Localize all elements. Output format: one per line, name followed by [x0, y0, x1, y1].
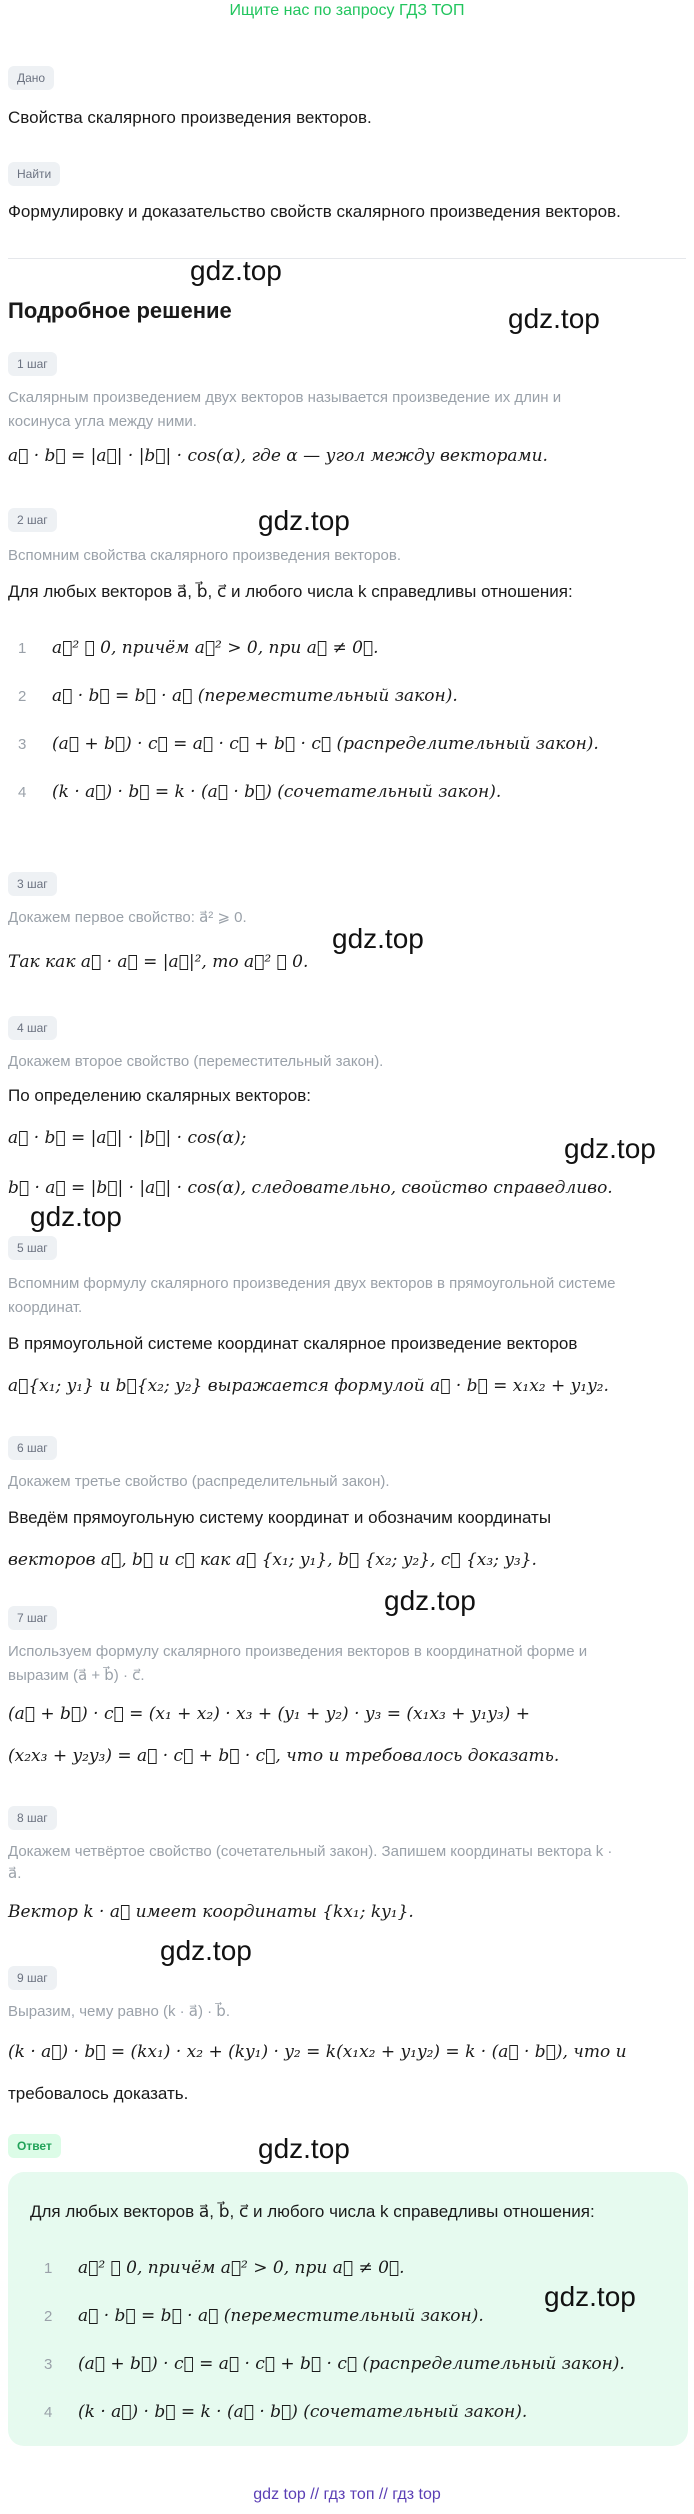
step-2-item-1: 1 a⃗² ⩾ 0, причём a⃗² > 0, при a⃗ ≠ 0⃗.: [18, 638, 379, 658]
watermark: gdz.top: [30, 1201, 122, 1232]
watermark: gdz.top: [160, 1935, 252, 1966]
step-2-chip: 2 шаг: [8, 508, 57, 532]
footer-links: gdz top // гдз топ // гдз top: [253, 2486, 441, 2503]
answer-item-2: 2 a⃗ · b⃗ = b⃗ · a⃗ (переместительный закон).: [44, 2306, 484, 2326]
step-2-item-2: 2 a⃗ · b⃗ = b⃗ · a⃗ (переместительный закон).: [18, 686, 458, 706]
step-4-line-1: Докажем второе свойство (переместительный закон).: [8, 1053, 384, 1070]
step-5-line-3: В прямоугольной системе координат скалярное произведение векторов: [8, 1334, 578, 1353]
step-9-line-1: Выразим, чему равно (k · a⃗) · b⃗.: [8, 2003, 230, 2020]
step-5-line-2: координат.: [8, 1299, 83, 1316]
step-1-chip: 1 шаг: [8, 352, 57, 376]
answer-chip: Ответ: [8, 2134, 61, 2158]
step-1-line-1: Скалярным произведением двух векторов называется произведение их длин и: [8, 389, 562, 406]
step-3-line-1: Докажем первое свойство: a⃗² ⩾ 0.: [8, 909, 247, 926]
step-7-chip: 7 шаг: [8, 1606, 57, 1630]
top-banner: Ищите нас по запросу ГДЗ ТОП: [229, 2, 465, 19]
step-9-line-2: (k · a⃗) · b⃗ = (kx₁) · x₂ + (ky₁) · y₂ = k(x₁x₂ + y₁y₂) = k · (a⃗ · b⃗), что и: [8, 2042, 627, 2062]
watermark: gdz.top: [564, 1133, 656, 1164]
answer-item-4: 4 (k · a⃗) · b⃗ = k · (a⃗ · b⃗) (сочетательный закон).: [44, 2402, 528, 2422]
step-5-line-1: Вспомним формулу скалярного произведения двух векторов в прямоугольной системе: [8, 1275, 616, 1292]
step-3-line-2: Так как a⃗ · a⃗ = |a⃗|², то a⃗² ⩾ 0.: [8, 952, 309, 972]
step-4-chip: 4 шаг: [8, 1016, 57, 1040]
step-5-chip: 5 шаг: [8, 1236, 57, 1260]
step-4-line-4: b⃗ · a⃗ = |b⃗| · |a⃗| · cos(α), следовательно, свойство справедливо.: [8, 1178, 613, 1198]
step-2-line-2: Для любых векторов a⃗, b⃗, c⃗ и любого числа k справедливы отношения:: [8, 582, 573, 601]
watermark: gdz.top: [508, 303, 600, 334]
step-6-line-1: Докажем третье свойство (распределительный закон).: [8, 1473, 390, 1490]
watermark: gdz.top: [384, 1585, 476, 1616]
given-chip: Дано: [8, 66, 54, 90]
step-6-chip: 6 шаг: [8, 1436, 57, 1460]
step-9-line-3: требовалось доказать.: [8, 2084, 189, 2103]
step-7-line-1: Используем формулу скалярного произведения векторов в координатной форме и: [8, 1643, 588, 1660]
step-3-chip: 3 шаг: [8, 872, 57, 896]
step-8-line-2: a⃗.: [8, 1865, 22, 1882]
step-7-line-2: выразим (a⃗ + b⃗) · c⃗.: [8, 1667, 145, 1684]
answer-intro: Для любых векторов a⃗, b⃗, c⃗ и любого числа k справедливы отношения:: [30, 2202, 595, 2221]
watermark: gdz.top: [258, 505, 350, 536]
step-2-item-4: 4 (k · a⃗) · b⃗ = k · (a⃗ · b⃗) (сочетательный закон).: [18, 782, 502, 802]
watermark: gdz.top: [258, 2133, 350, 2164]
solution-title: Подробное решение: [8, 298, 232, 323]
step-5-line-4: a⃗{x₁; y₁} и b⃗{x₂; y₂} выражается формулой a⃗ · b⃗ = x₁x₂ + y₁y₂.: [8, 1376, 609, 1396]
find-chip: Найти: [8, 162, 60, 186]
given-text: Свойства скалярного произведения векторов.: [8, 108, 372, 127]
step-9-chip: 9 шаг: [8, 1966, 57, 1990]
find-text: Формулировку и доказательство свойств скалярного произведения векторов.: [8, 202, 621, 221]
step-6-line-2: Введём прямоугольную систему координат и обозначим координаты: [8, 1508, 552, 1527]
answer-item-1: 1 a⃗² ⩾ 0, причём a⃗² > 0, при a⃗ ≠ 0⃗.: [44, 2258, 405, 2278]
step-7-line-4: (x₂x₃ + y₂y₃) = a⃗ · c⃗ + b⃗ · c⃗, что и требовалось доказать.: [8, 1746, 560, 1766]
watermark: gdz.top: [190, 255, 282, 286]
step-6-line-3: векторов a⃗, b⃗ и c⃗ как a⃗ {x₁; y₁}, b⃗ {x₂; y₂}, c⃗ {x₃; y₃}.: [8, 1550, 537, 1570]
watermark: gdz.top: [544, 2281, 636, 2312]
watermark: gdz.top: [332, 923, 424, 954]
answer-item-3: 3 (a⃗ + b⃗) · c⃗ = a⃗ · c⃗ + b⃗ · c⃗ (распределительный закон).: [44, 2354, 625, 2374]
step-8-line-3: Вектор k · a⃗ имеет координаты {kx₁; ky₁}.: [8, 1902, 414, 1922]
step-1-formula: a⃗ · b⃗ = |a⃗| · |b⃗| · cos(α), где α — угол между векторами.: [8, 446, 548, 466]
step-7-line-3: (a⃗ + b⃗) · c⃗ = (x₁ + x₂) · x₃ + (y₁ + y₂) · y₃ = (x₁x₃ + y₁y₃) +: [8, 1704, 530, 1724]
step-8-line-1: Докажем четвёртое свойство (сочетательный закон). Запишем координаты вектора k ·: [8, 1843, 613, 1860]
step-1-line-2: косинуса угла между ними.: [8, 413, 197, 430]
step-8-chip: 8 шаг: [8, 1806, 57, 1830]
step-2-item-3: 3 (a⃗ + b⃗) · c⃗ = a⃗ · c⃗ + b⃗ · c⃗ (распределительный закон).: [18, 734, 599, 754]
step-4-line-3: a⃗ · b⃗ = |a⃗| · |b⃗| · cos(α);: [8, 1128, 247, 1148]
step-2-line-1: Вспомним свойства скалярного произведения векторов.: [8, 547, 402, 564]
step-4-line-2: По определению скалярных векторов:: [8, 1086, 311, 1105]
divider: [8, 258, 686, 259]
